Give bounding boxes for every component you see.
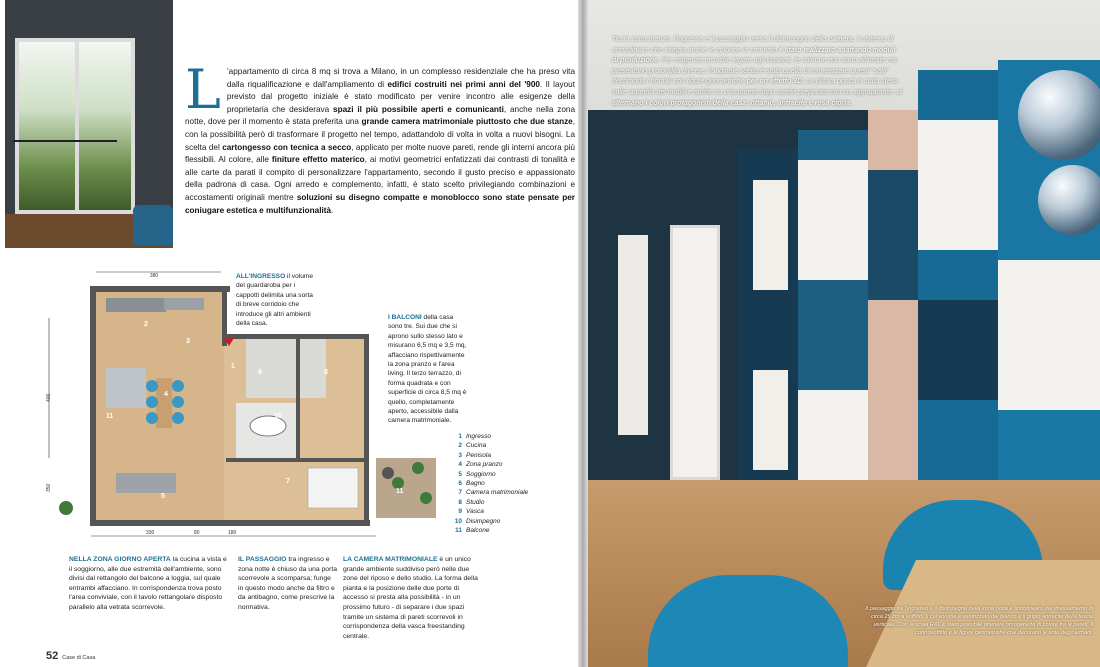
svg-text:4: 4 xyxy=(164,391,168,398)
legend-num: 6 xyxy=(458,480,462,488)
legend-label: Studio xyxy=(466,498,485,506)
caption-body: è un unico grande ambiente suddiviso però nelle due zone del riposo e dello studio. La forma della pianta e la posizione delle due porte di accesso si presta alla possibilità - in un prossimo futuro - di separare i due spazi tramite un sistema di pareti scorrevoli in corrispondenza della vasca freestanding centrale. xyxy=(343,556,478,640)
legend-item xyxy=(450,498,528,507)
ingresso-heading: ALL'INGRESSO xyxy=(236,273,286,280)
intro-text-7: , ai motivi geometrici enfatizzati dai contrasti di tonalità e alle carte da parati il compito di personalizzare l'appartamento, secondo il gusto preciso e appassionato della padrona di casa. Ogni arredo e complemento, infatti, è stato scelto privilegiando combinazioni e accostamenti originali mentre xyxy=(185,155,576,202)
legend-num: 11 xyxy=(455,527,462,535)
legend-label: Camera matrimoniale xyxy=(466,489,529,497)
balconi-heading: I BALCONI xyxy=(388,314,422,321)
pendant-lamp xyxy=(1018,70,1100,160)
svg-text:11: 11 xyxy=(106,413,114,420)
annotation-ingresso xyxy=(236,272,316,328)
legend-label: Penisola xyxy=(466,451,491,459)
right-text-1: Tra la zona pranzo, l'ingresso e il passaggio verso il disimpegno della xyxy=(612,36,829,43)
svg-text:1: 1 xyxy=(231,363,235,370)
plan-legend xyxy=(450,432,528,535)
intro-text-2: si trova a Milano, in un complesso residenziale che ha preso vita dalla riqualificazione e dall'ampliamento di xyxy=(226,67,575,89)
ingresso-body: il volume del guardaroba per i cappotti delimita una sorta di breve corridoio che introduce gli altri ambienti della casa. xyxy=(236,273,314,328)
legend-label: Balcone xyxy=(466,527,490,535)
svg-text:5: 5 xyxy=(161,493,165,500)
caption-camera xyxy=(343,555,483,641)
legend-label: Soggiorno xyxy=(466,470,496,478)
blue-armchair xyxy=(133,205,173,245)
intro-text-3: . Il layout previsto dal progetto iniziale è stato modificato per venire incontro alle esigenze della proprietaria che desiderava xyxy=(226,79,575,114)
white-door xyxy=(670,225,720,480)
legend-num: 8 xyxy=(458,498,462,506)
legend-item xyxy=(450,451,528,460)
legend-item xyxy=(450,460,528,469)
right-text-3: . Per esigenze tecniche legate agli impianti, le colonne non sono allineate ma presentano profondità diverse: l'originale scelta è stata quella di mimetizzare questi "salti" decorando i frontali con figure geometriche xyxy=(612,57,897,86)
page-gutter xyxy=(578,0,588,667)
legend-item xyxy=(450,488,528,497)
legend-num: 2 xyxy=(458,442,462,450)
intro-bold-2: spazi il più possibile aperti e comunicanti xyxy=(333,104,504,114)
legend-item xyxy=(450,432,528,441)
intro-text-6: , applicato per molte nuove pareti, rende gli interni ancora più flessibili. Al colore, alle xyxy=(185,142,575,165)
svg-text:10: 10 xyxy=(274,413,282,420)
legend-num: 4 xyxy=(458,461,462,469)
caption-zona-giorno xyxy=(69,555,229,613)
dim-left-a: 400 xyxy=(46,393,52,402)
legend-item xyxy=(450,479,528,488)
legend-num: 7 xyxy=(458,489,462,497)
svg-text:7: 7 xyxy=(286,478,290,485)
intro-text-5: , con la possibilità però di trasformare il progetto nel tempo, adattandolo di volta in volta a nuovi bisogni. La scelta del xyxy=(185,117,576,152)
legend-num: 1 xyxy=(458,433,462,440)
intro-area: 8 mq xyxy=(311,67,331,76)
living-room-photo xyxy=(5,0,173,248)
svg-text:8: 8 xyxy=(324,369,328,376)
page-folio xyxy=(46,650,95,662)
dim-left-b: 350 xyxy=(46,483,52,492)
legend-item xyxy=(450,441,528,450)
wardrobe-panel xyxy=(918,120,998,250)
intro-bold-4: cartongesso con tecnica a secco xyxy=(222,142,352,152)
balconi-body: della casa sono tre. Sui due che si aprono sullo stesso lato e misurano 6,5 mq e 3,5 mq, affacciano rispettivamente la zona pranzo e l'area living. Il terzo terrazzo, di forma quadrata e con superficie di circa 8,5 mq è quello, completamente aperto, accessibile dalla camera matrimoniale. xyxy=(388,314,467,425)
caption-body: tra ingresso e zona notte è chiuso da una porta scorrevole a scomparsa; funge in questo modo anche da filtro e da antibagno, come prescrive la normativa. xyxy=(238,556,338,611)
caption-heading: LA CAMERA MATRIMONIALE xyxy=(343,556,438,563)
intro-bold-3: grande camera matrimoniale piuttosto che due stanze xyxy=(361,117,573,127)
right-bold-4: si alternano i colori protagonisti della casa: ottanio, antracite e rosa cipria xyxy=(612,88,902,107)
svg-text:9: 9 xyxy=(278,427,282,434)
legend-num: 3 xyxy=(458,451,462,459)
wardrobe-panel xyxy=(868,170,918,300)
caption-body: la cucina a vista e il soggiorno, alle due estremità dell'ambiente, sono divisi dal rettangolo del balcone a loggia, sul quale entrambi affacciano. In corrispondenza trova posto l'area conviviale, con il tavolo rettangolare disposto parallelo alla vetrata scorrevole. xyxy=(69,556,227,611)
legend-num: 5 xyxy=(458,470,462,478)
legend-num: 10 xyxy=(454,517,462,525)
page-number: 52 xyxy=(46,650,59,662)
window-photo-area xyxy=(15,38,135,214)
svg-text:6: 6 xyxy=(258,369,262,376)
svg-text:3: 3 xyxy=(186,338,190,345)
right-bold-2: è stato realizzato adattando moduli di produzione xyxy=(612,46,896,65)
legend-label: Cucina xyxy=(466,442,487,450)
wardrobe-panel xyxy=(753,180,788,290)
wardrobe-panel xyxy=(798,160,868,280)
right-page xyxy=(588,0,1100,667)
dim-bottom-a: 330 xyxy=(146,530,155,536)
caption-passaggio xyxy=(238,555,338,613)
intro-bold-5: finiture effetto materico xyxy=(271,155,365,165)
intro-text-1: ’appartamento di circa xyxy=(226,67,312,76)
right-bold-3: per un effetto 3D xyxy=(746,78,803,86)
balcony-railing xyxy=(13,140,117,142)
legend-label: Vasca xyxy=(466,508,484,516)
intro-text-4: , anche nella zona notte, dove per il momento è stata preferita una xyxy=(185,104,575,127)
right-text-4: . La pittura opaca è stata stesa sulle superfici dei mobili e anche su una parete dopo averle preparate con un aggrappante; xyxy=(612,78,898,96)
intro-text xyxy=(185,58,576,217)
caption-heading: IL PASSAGGIO xyxy=(238,556,287,563)
legend-item xyxy=(450,470,528,479)
intro-text-8: . xyxy=(331,205,334,215)
caption-heading: NELLA ZONA GIORNO APERTA xyxy=(69,556,171,563)
legend-num: 9 xyxy=(458,508,462,516)
drop-cap: L xyxy=(185,58,221,121)
wardrobe-panel xyxy=(918,300,998,400)
dim-bottom-c: 180 xyxy=(228,530,237,536)
svg-text:11: 11 xyxy=(54,521,62,528)
right-bold-1: camera xyxy=(828,36,853,43)
annotation-balconi xyxy=(388,313,468,426)
legend-item xyxy=(450,526,528,535)
pendant-lamp xyxy=(1038,165,1100,235)
intro-bold-1: edifici costruiti nei primi anni del '900 xyxy=(387,79,540,89)
right-text-2: , il sistema di armadiature che integra anche le colonne in cemento xyxy=(612,36,894,54)
svg-text:11: 11 xyxy=(396,488,404,495)
legend-label: Disimpegno xyxy=(466,517,501,525)
dim-bottom-b: 80 xyxy=(194,530,200,536)
far-door xyxy=(618,235,648,435)
right-text-5: . xyxy=(850,99,853,107)
wardrobe-panel xyxy=(753,370,788,470)
svg-text:2: 2 xyxy=(144,321,148,328)
right-caption-top xyxy=(612,35,902,109)
dim-top: 380 xyxy=(149,273,159,279)
magazine-name: Case di Casa xyxy=(62,655,96,661)
legend-label: Zona pranzo xyxy=(466,461,503,469)
legend-label: Ingresso xyxy=(466,433,491,440)
wardrobe-panel xyxy=(998,260,1100,410)
legend-item xyxy=(450,517,528,526)
legend-label: Bagno xyxy=(466,480,485,488)
legend-item xyxy=(450,507,528,516)
intro-bold-6: soluzioni su disegno compatte e monoblocco sono state pensate per coniugare estetica e multifunzionalità xyxy=(185,192,575,215)
right-caption-bottom: Il passaggio tra l'ingresso e il disimpegno della zona notte è sottolineato dal ribassamento di circa 25 cm a soffitto. Il cui volume è valorizzato dal bianco e il grigio antracite della fascia verticale. Con la scala RAL è stato possibile ottenere omogeneità di colore tra le pareti, il controsoffitto e le figure geometriche che decorano le ante degli armadi. xyxy=(865,606,1093,636)
